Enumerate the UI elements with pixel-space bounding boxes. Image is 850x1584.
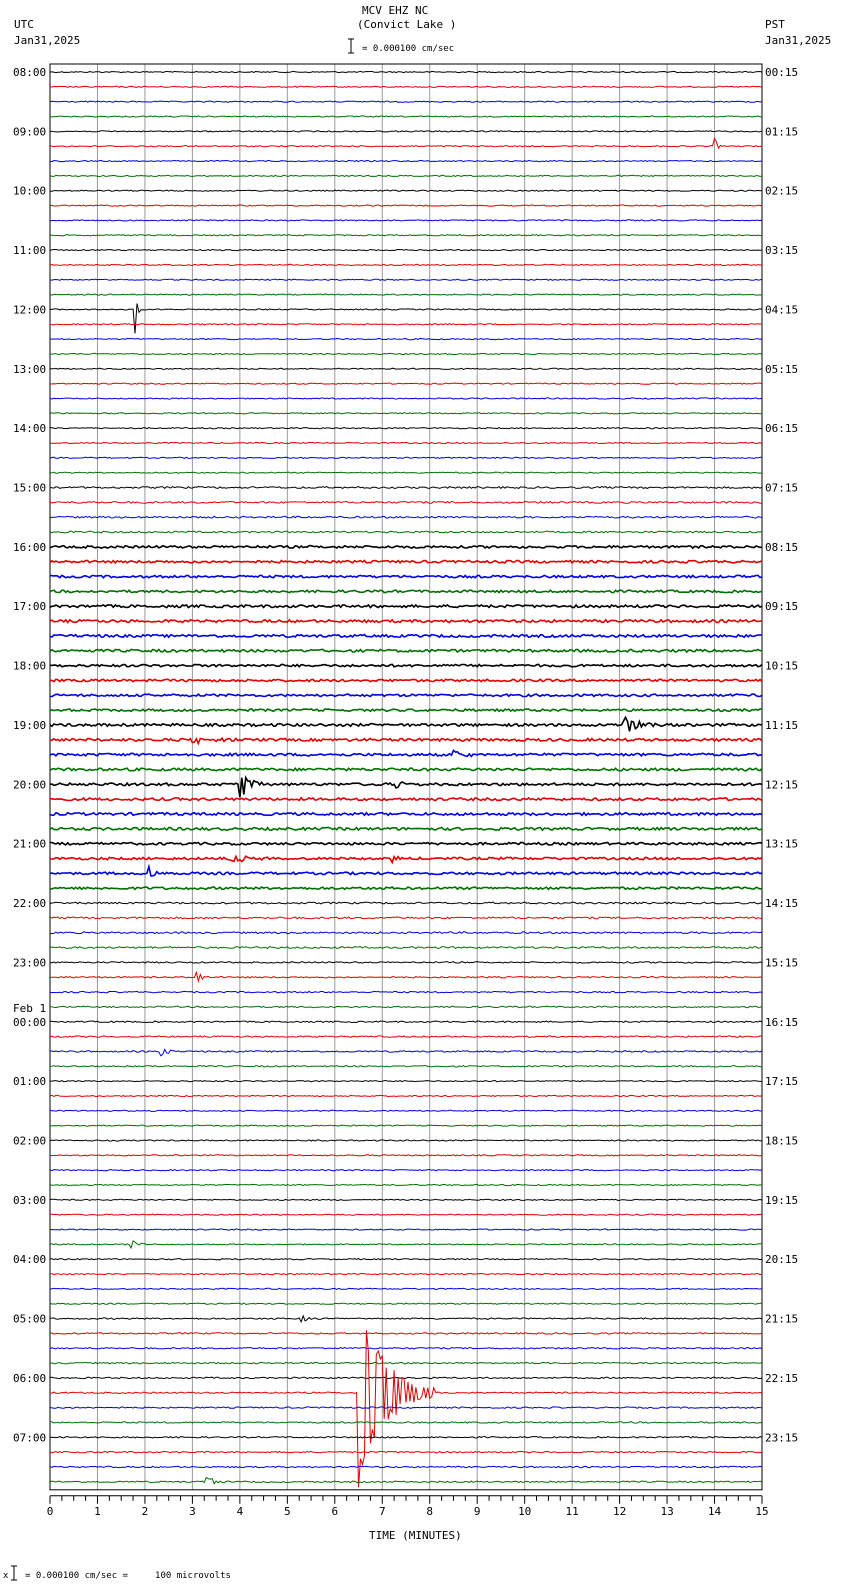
seismic-trace bbox=[50, 1049, 762, 1055]
seismic-trace bbox=[50, 294, 762, 295]
seismic-trace bbox=[50, 902, 762, 904]
seismic-trace bbox=[50, 917, 762, 919]
pst-hour-label: 16:15 bbox=[765, 1015, 799, 1029]
seismic-trace bbox=[50, 101, 762, 102]
pst-hour-label: 02:15 bbox=[765, 184, 799, 198]
seismic-trace bbox=[50, 1407, 762, 1408]
seismic-trace bbox=[50, 798, 762, 801]
seismic-trace bbox=[50, 502, 762, 504]
pst-hour-label: 13:15 bbox=[765, 837, 799, 851]
seismic-trace bbox=[50, 1021, 762, 1023]
pst-hour-label: 03:15 bbox=[765, 244, 799, 258]
pst-hour-label: 10:15 bbox=[765, 659, 799, 673]
x-tick-label: 12 bbox=[613, 1504, 627, 1518]
seismic-trace bbox=[50, 531, 762, 533]
seismic-trace bbox=[50, 1184, 762, 1185]
pst-hour-label: 11:15 bbox=[765, 718, 799, 732]
seismic-trace bbox=[50, 1125, 762, 1126]
utc-hour-label: 23:00 bbox=[13, 956, 47, 970]
seismic-trace bbox=[50, 750, 762, 756]
seismic-trace bbox=[50, 138, 762, 148]
x-tick-label: 4 bbox=[236, 1504, 244, 1518]
utc-hour-label: 14:00 bbox=[13, 422, 47, 436]
scale-bar-icon bbox=[348, 39, 354, 53]
utc-hour-label: 16:00 bbox=[13, 540, 47, 554]
pst-hour-label: 20:15 bbox=[765, 1253, 799, 1267]
right-date: Jan31,2025 bbox=[765, 34, 832, 47]
seismic-trace bbox=[50, 1377, 762, 1378]
seismic-trace bbox=[50, 160, 762, 161]
seismic-trace bbox=[50, 650, 762, 653]
x-tick-label: 5 bbox=[284, 1504, 291, 1518]
scale-legend: = 0.000100 cm/sec bbox=[362, 44, 455, 54]
seismic-trace bbox=[50, 1214, 762, 1215]
seismic-trace bbox=[50, 250, 762, 251]
pst-hour-label: 18:15 bbox=[765, 1134, 799, 1148]
seismic-trace bbox=[50, 1348, 762, 1350]
seismic-trace bbox=[50, 679, 762, 681]
seismic-trace bbox=[50, 664, 762, 666]
utc-hour-label: 20:00 bbox=[13, 778, 47, 792]
seismic-trace bbox=[50, 86, 762, 87]
footer-scale-bar-icon bbox=[11, 1566, 17, 1580]
pst-hour-label: 12:15 bbox=[765, 778, 799, 792]
utc-hour-label: 22:00 bbox=[13, 897, 47, 911]
utc-hour-label: 10:00 bbox=[13, 184, 47, 198]
left-timezone: UTC bbox=[14, 18, 34, 31]
utc-hour-label: 19:00 bbox=[13, 718, 47, 732]
seismic-trace bbox=[50, 575, 762, 577]
seismic-trace bbox=[50, 1330, 762, 1487]
seismic-trace bbox=[50, 339, 762, 340]
seismic-trace bbox=[50, 1273, 762, 1274]
utc-hour-label: 18:00 bbox=[13, 659, 47, 673]
seismic-trace bbox=[50, 828, 762, 831]
seismic-trace bbox=[50, 1437, 762, 1438]
seismic-trace bbox=[50, 962, 762, 963]
x-tick-label: 9 bbox=[473, 1504, 481, 1518]
seismic-trace bbox=[50, 1006, 762, 1007]
seismic-trace bbox=[50, 778, 762, 798]
x-tick-label: 0 bbox=[46, 1504, 54, 1518]
seismic-trace bbox=[50, 1362, 762, 1363]
seismic-trace bbox=[50, 1333, 762, 1334]
pst-hour-label: 17:15 bbox=[765, 1075, 799, 1089]
seismic-trace bbox=[50, 1259, 762, 1260]
pst-hour-label: 01:15 bbox=[765, 125, 799, 139]
pst-hour-label: 23:15 bbox=[765, 1431, 799, 1445]
utc-hour-label: 13:00 bbox=[13, 362, 47, 376]
plot-frame bbox=[50, 64, 762, 1490]
seismic-trace bbox=[50, 738, 762, 743]
seismic-trace bbox=[50, 175, 762, 176]
x-tick-label: 15 bbox=[755, 1504, 769, 1518]
seismic-trace bbox=[50, 1316, 762, 1322]
pst-hour-label: 19:15 bbox=[765, 1193, 799, 1207]
seismic-trace bbox=[50, 442, 762, 443]
utc-hour-label: 06:00 bbox=[13, 1371, 47, 1385]
seismic-trace bbox=[50, 605, 762, 608]
seismic-trace bbox=[50, 1140, 762, 1141]
x-tick-label: 7 bbox=[378, 1504, 386, 1518]
left-date: Jan31,2025 bbox=[14, 34, 81, 47]
x-tick-label: 6 bbox=[331, 1504, 339, 1518]
seismic-trace bbox=[50, 717, 762, 731]
seismic-trace bbox=[50, 398, 762, 399]
pst-hour-label: 22:15 bbox=[765, 1371, 799, 1385]
utc-hour-label: 12:00 bbox=[13, 303, 47, 317]
pst-hour-label: 15:15 bbox=[765, 956, 799, 970]
station-title: MCV EHZ NC bbox=[362, 4, 429, 17]
pst-hour-label: 05:15 bbox=[765, 362, 799, 376]
utc-hour-label: 07:00 bbox=[13, 1431, 47, 1445]
seismic-trace bbox=[50, 1081, 762, 1082]
seismic-trace bbox=[50, 472, 762, 473]
utc-hour-label: 00:00 bbox=[13, 1015, 47, 1029]
seismic-trace bbox=[50, 1155, 762, 1156]
seismic-trace bbox=[50, 428, 762, 429]
seismic-trace bbox=[50, 324, 762, 325]
utc-hour-label: 17:00 bbox=[13, 600, 47, 614]
x-tick-label: 1 bbox=[94, 1504, 101, 1518]
seismic-trace bbox=[50, 867, 762, 876]
seismic-trace bbox=[50, 856, 762, 862]
seismic-trace bbox=[50, 413, 762, 414]
date-change-label: Feb 1 bbox=[13, 1001, 47, 1015]
seismic-trace bbox=[50, 546, 762, 548]
pst-hour-label: 21:15 bbox=[765, 1312, 799, 1326]
x-tick-label: 13 bbox=[660, 1504, 674, 1518]
utc-hour-label: 04:00 bbox=[13, 1253, 47, 1267]
seismic-trace bbox=[50, 887, 762, 889]
seismic-trace bbox=[50, 1466, 762, 1468]
seismic-trace bbox=[50, 353, 762, 354]
seismic-trace bbox=[50, 1478, 762, 1484]
seismic-trace bbox=[50, 487, 762, 489]
seismic-trace bbox=[50, 383, 762, 384]
seismic-trace bbox=[50, 220, 762, 221]
seismic-trace bbox=[50, 116, 762, 117]
seismic-trace bbox=[50, 516, 762, 518]
utc-hour-label: 21:00 bbox=[13, 837, 47, 851]
seismic-trace bbox=[50, 1229, 762, 1230]
seismic-trace bbox=[50, 457, 762, 458]
footer-scale-prefix: x bbox=[3, 1571, 9, 1581]
seismic-trace bbox=[50, 71, 762, 72]
seismic-trace bbox=[50, 235, 762, 236]
seismic-trace bbox=[50, 768, 762, 771]
seismic-trace bbox=[50, 635, 762, 638]
seismic-trace bbox=[50, 932, 762, 934]
seismic-trace bbox=[50, 190, 762, 191]
pst-hour-label: 14:15 bbox=[765, 897, 799, 911]
seismic-trace bbox=[50, 131, 762, 132]
seismic-trace bbox=[50, 1095, 762, 1096]
seismic-trace bbox=[50, 843, 762, 845]
utc-hour-label: 08:00 bbox=[13, 66, 47, 79]
x-tick-label: 8 bbox=[426, 1504, 434, 1518]
utc-hour-label: 01:00 bbox=[13, 1075, 47, 1089]
footer-scale-legend: = 0.000100 cm/sec = 100 microvolts bbox=[25, 1571, 231, 1581]
seismic-trace bbox=[50, 264, 762, 265]
utc-hour-label: 02:00 bbox=[13, 1134, 47, 1148]
seismic-trace bbox=[50, 1241, 762, 1248]
seismic-trace bbox=[50, 590, 762, 592]
seismic-trace bbox=[50, 1199, 762, 1200]
seismic-trace bbox=[50, 1110, 762, 1111]
pst-hour-label: 06:15 bbox=[765, 422, 799, 436]
seismic-trace bbox=[50, 1303, 762, 1304]
seismic-trace bbox=[50, 1036, 762, 1037]
seismic-trace bbox=[50, 947, 762, 949]
seismic-trace bbox=[50, 1451, 762, 1452]
seismic-trace bbox=[50, 694, 762, 696]
seismic-trace bbox=[50, 368, 762, 369]
utc-hour-label: 03:00 bbox=[13, 1193, 47, 1207]
pst-hour-label: 09:15 bbox=[765, 600, 799, 614]
seismic-trace bbox=[50, 620, 762, 623]
seismic-trace bbox=[50, 279, 762, 280]
pst-hour-label: 08:15 bbox=[765, 540, 799, 554]
seismic-trace bbox=[50, 991, 762, 992]
pst-hour-label: 04:15 bbox=[765, 303, 799, 317]
seismic-trace bbox=[50, 972, 762, 981]
station-location: (Convict Lake ) bbox=[357, 18, 457, 31]
seismic-trace bbox=[50, 561, 762, 563]
utc-hour-label: 09:00 bbox=[13, 125, 47, 139]
pst-hour-label: 07:15 bbox=[765, 481, 799, 495]
pst-hour-label: 00:15 bbox=[765, 66, 799, 79]
seismic-trace bbox=[50, 1288, 762, 1289]
utc-hour-label: 11:00 bbox=[13, 244, 47, 258]
x-tick-label: 10 bbox=[518, 1504, 532, 1518]
x-tick-label: 2 bbox=[141, 1504, 149, 1518]
seismic-trace bbox=[50, 1066, 762, 1067]
x-tick-label: 14 bbox=[707, 1504, 722, 1518]
seismic-trace bbox=[50, 1422, 762, 1424]
x-tick-label: 11 bbox=[565, 1504, 579, 1518]
seismic-trace bbox=[50, 813, 762, 816]
utc-hour-label: 15:00 bbox=[13, 481, 47, 495]
x-axis-label: TIME (MINUTES) bbox=[369, 1529, 462, 1542]
seismic-trace bbox=[50, 205, 762, 206]
right-timezone: PST bbox=[765, 18, 785, 31]
seismic-trace bbox=[50, 304, 762, 334]
seismic-trace bbox=[50, 1170, 762, 1171]
utc-hour-label: 05:00 bbox=[13, 1312, 47, 1326]
seismic-trace bbox=[50, 709, 762, 711]
x-tick-label: 3 bbox=[189, 1504, 196, 1518]
